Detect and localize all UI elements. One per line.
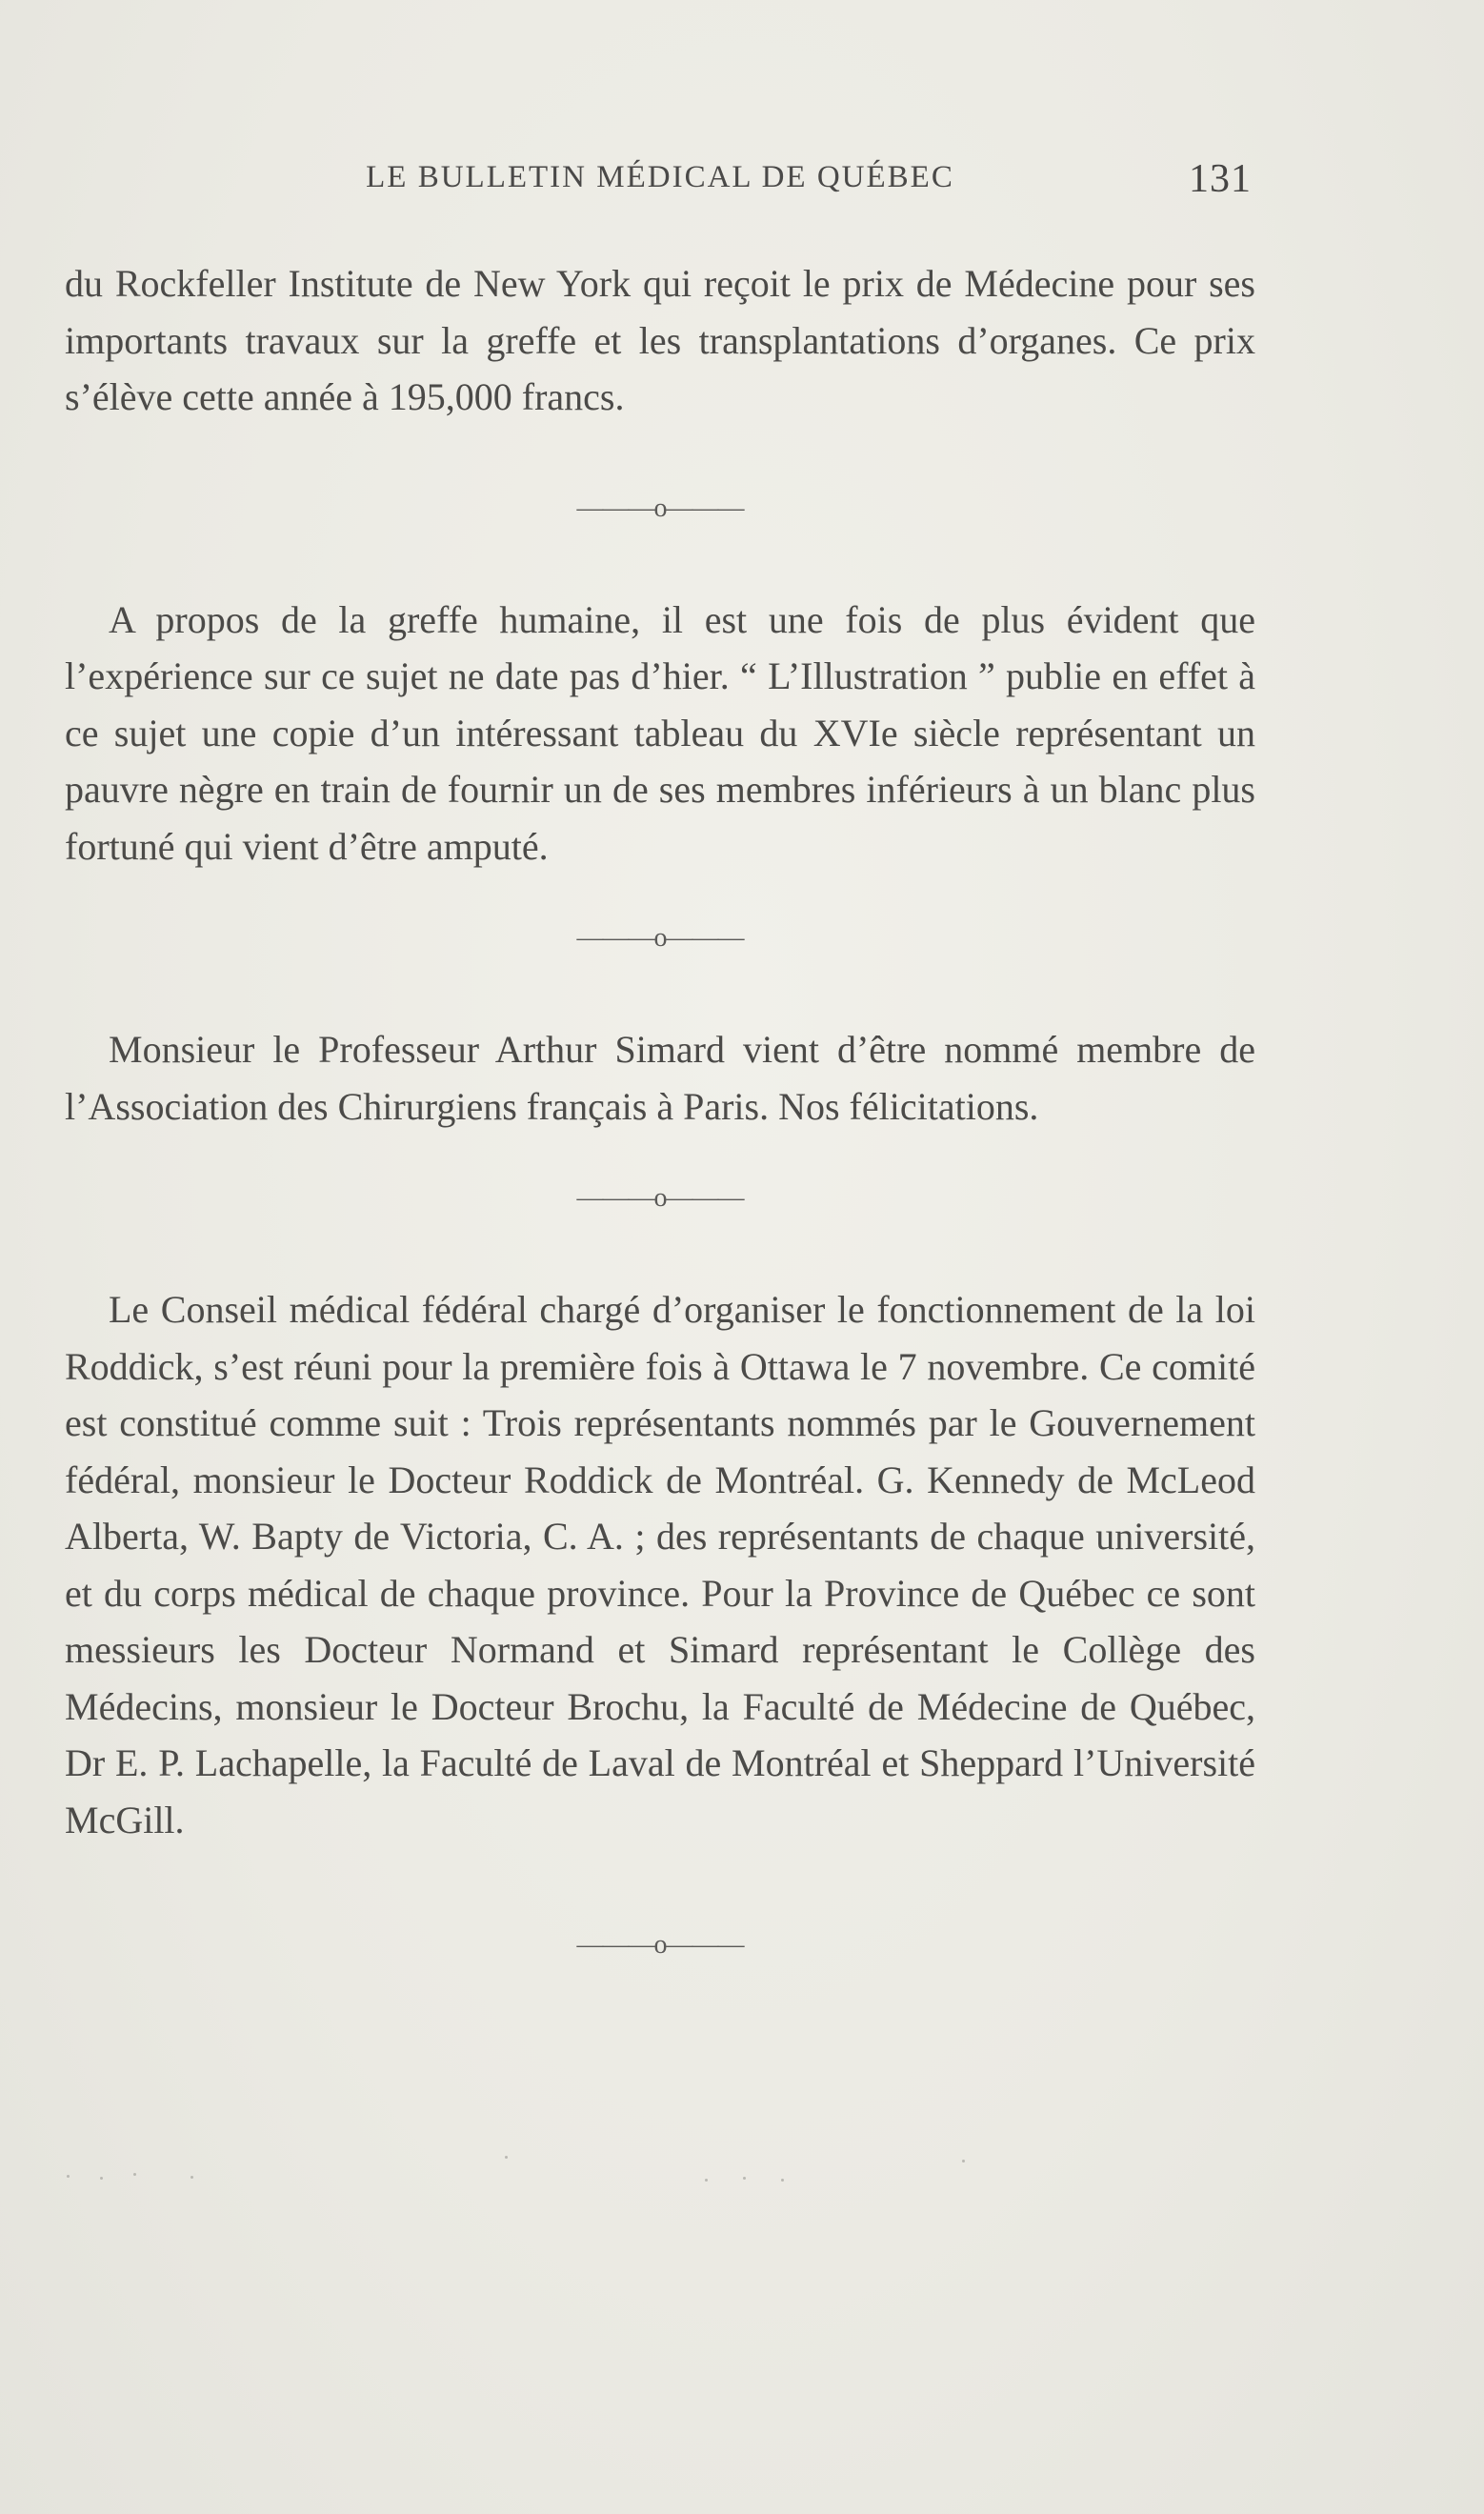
separator <box>65 480 1255 537</box>
separator <box>65 1917 1255 1974</box>
running-head <box>65 157 1255 208</box>
separator-rule: ———o——— <box>576 493 744 523</box>
separator-rule: ———o——— <box>576 1183 744 1213</box>
separator-rule: ———o——— <box>576 1930 744 1960</box>
page-body <box>65 255 1255 1974</box>
running-title: LE BULLETIN MÉDICAL DE QUÉBEC <box>366 160 954 194</box>
page-number: 131 <box>1189 157 1252 201</box>
paragraph-greffe-humaine: A propos de la greffe humaine, il est une fois de plus évident que l’expérience sur ce sujet ne date pas d’hier. “ L’Illustration ” publie en effet à ce sujet une copie d’un intéressant tableau du XVIe siècle représentant un pauvre nègre en train de fournir un de ses membres inférieurs à un blanc plus fortuné qui vient d’être amputé. <box>65 597 1255 868</box>
separator <box>65 910 1255 967</box>
paper-specks <box>57 2167 1200 2196</box>
paragraph-simard-nomination: Monsieur le Professeur Arthur Simard vient d’être nommé membre de l’Association des Chirurgiens français à Paris. Nos félicitations. <box>65 1028 1255 1128</box>
separator-rule: ———o——— <box>576 923 744 953</box>
paragraph-rockefeller-prize: du Rockfeller Institute de New York qui reçoit le prix de Médecine pour ses importants travaux sur la greffe et les transplantations d’organes. Ce prix s’élève cette année à 195,000 francs. <box>65 262 1255 418</box>
separator <box>65 1170 1255 1227</box>
paragraph-conseil-medical: Le Conseil médical fédéral chargé d’organiser le fonctionnement de la loi Roddick, s’est réuni pour la première fois à Ottawa le 7 novembre. Ce comité est constitué comme suit : Trois représentants nommés par le Gouvernement fédéral, monsieur le Docteur Roddick de Montréal. G. Kennedy de McLeod Alberta, W. Bapty de Victoria, C. A. ; des représentants de chaque université, et du corps médical de chaque province. Pour la Province de Québec ce sont messieurs les Docteur Normand et Simard représentant le Collège des Médecins, monsieur le Docteur Brochu, la Faculté de Médecine de Québec, Dr E. P. Lachapelle, la Faculté de Laval de Montréal et Sheppard l’Université McGill. <box>65 1288 1255 1841</box>
